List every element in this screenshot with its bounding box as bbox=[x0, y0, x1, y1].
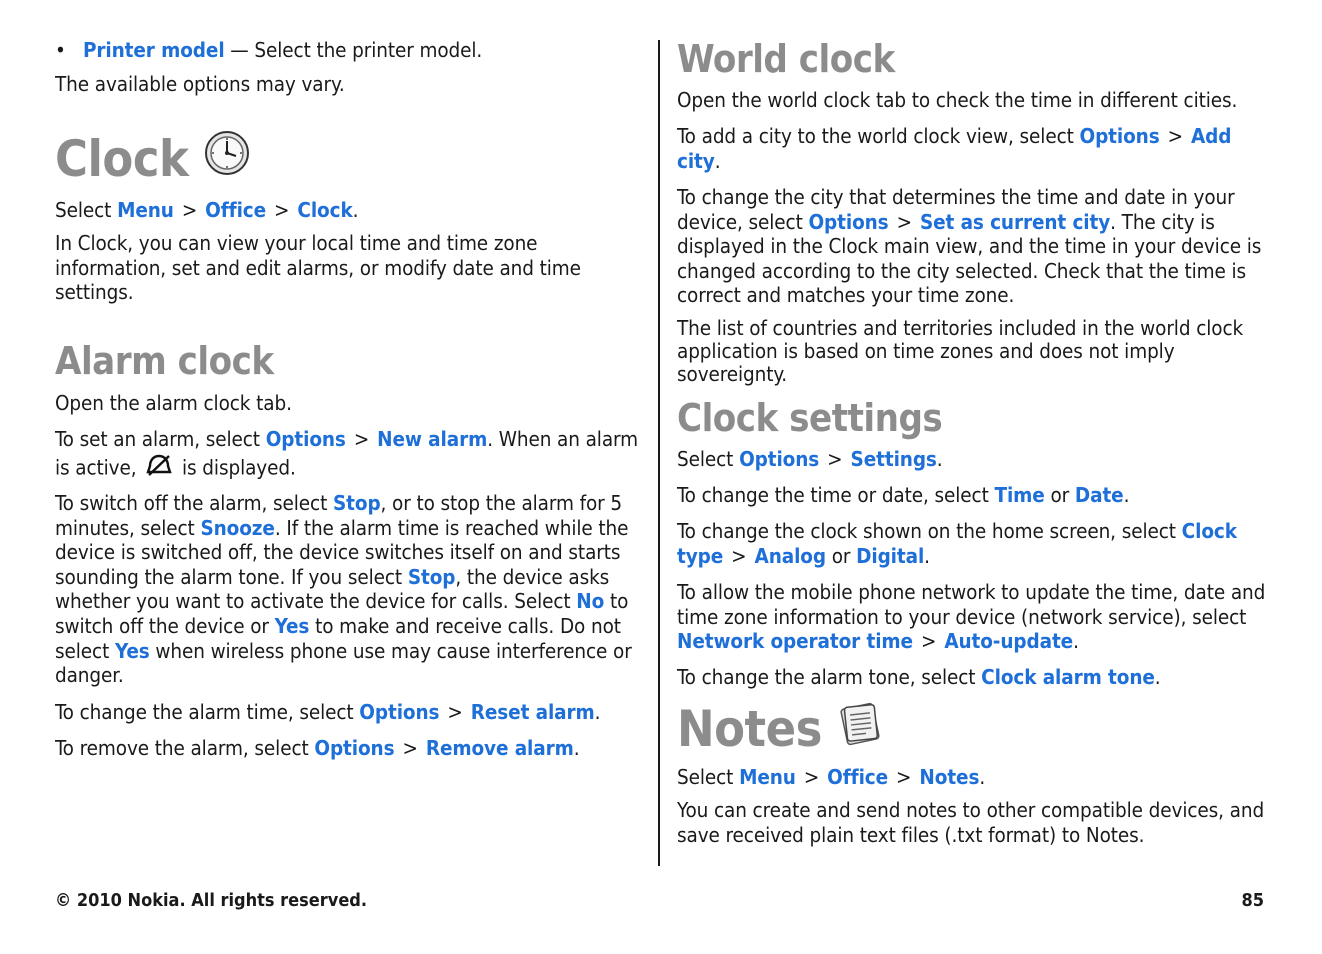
world-clock-heading: World clock bbox=[677, 37, 895, 81]
new-alarm-link[interactable]: New alarm bbox=[377, 427, 488, 451]
settings-p3: To change the clock shown on the home screen, select Clock type > Analog or Digital. bbox=[677, 519, 1237, 568]
set-as-current-city-link[interactable]: Set as current city bbox=[919, 209, 1111, 234]
auto-update-link[interactable]: Auto-update bbox=[944, 629, 1074, 654]
digital-link[interactable]: Digital bbox=[856, 543, 925, 568]
alarm-p1: Open the alarm clock tab. bbox=[55, 391, 292, 415]
settings-p4: To allow the mobile phone network to update the time, date and time zone information to your device (network service), select Network operator time > Auto-update. bbox=[677, 580, 1266, 654]
alarm-p2: To set an alarm, select Options > New alarm. When an alarm is active, is displayed. bbox=[55, 426, 650, 484]
options-link[interactable]: Options bbox=[808, 209, 889, 234]
alarm-active-icon bbox=[146, 453, 172, 484]
clock-alarm-tone-link[interactable]: Clock alarm tone bbox=[981, 665, 1155, 689]
date-link[interactable]: Date bbox=[1074, 483, 1124, 507]
options-link[interactable]: Options bbox=[265, 427, 346, 451]
office-link[interactable]: Office bbox=[205, 198, 267, 222]
network-operator-time-link[interactable]: Network operator time bbox=[677, 629, 913, 654]
clock-path: Select Menu > Office > Clock. bbox=[55, 198, 359, 222]
alarm-p3: To switch off the alarm, select Stop, or to stop the alarm for 5 minutes, select Snooze. If the alarm time is reached while the device is switched off, the device switches itself on and starts sounding the alarm tone. If you select Stop, the device asks whether you want to activate the device for calls. Select No to switch off the device or Yes to make and receive calls. Do not select Yes when wireless phone use may cause interference or danger. bbox=[55, 491, 632, 688]
notes-heading: Notes bbox=[677, 700, 1272, 758]
settings-p2: To change the time or date, select Time or Date. bbox=[677, 483, 1130, 507]
alarm-clock-heading: Alarm clock bbox=[55, 339, 274, 383]
clock-icon bbox=[204, 130, 250, 188]
clock-intro: In Clock, you can view your local time and time zone information, set and edit alarms, or modify date and time settings. bbox=[55, 231, 581, 305]
reset-alarm-link[interactable]: Reset alarm bbox=[470, 700, 595, 724]
settings-p1: Select Options > Settings. bbox=[677, 447, 943, 471]
menu-link[interactable]: Menu bbox=[117, 198, 174, 222]
page-footer bbox=[55, 890, 1264, 911]
options-link[interactable]: Options bbox=[314, 736, 395, 760]
yes-link[interactable]: Yes bbox=[274, 613, 310, 638]
settings-link[interactable]: Settings bbox=[850, 447, 937, 471]
menu-link[interactable]: Menu bbox=[739, 765, 796, 789]
settings-p5: To change the alarm tone, select Clock alarm tone. bbox=[677, 665, 1161, 689]
clock-heading: Clock bbox=[55, 130, 650, 188]
options-vary-text: The available options may vary. bbox=[55, 72, 345, 96]
analog-link[interactable]: Analog bbox=[754, 543, 826, 568]
options-link[interactable]: Options bbox=[739, 447, 820, 471]
bullet-mark: • bbox=[55, 38, 66, 62]
world-p4: The list of countries and territories included in the world clock application is based on time zones and does not imply sovereignty. bbox=[677, 316, 1244, 386]
printer-model-item: • Printer model — Select the printer model. bbox=[55, 38, 483, 62]
world-p3: To change the city that determines the time and date in your device, select Options > Set as current city. The city is displayed in the Clock main view, and the time in your device is changed according to the city selected. Check that the time is correct and matches your time zone. bbox=[677, 185, 1262, 308]
notes-link[interactable]: Notes bbox=[919, 765, 980, 789]
options-link[interactable]: Options bbox=[1079, 124, 1160, 148]
office-link[interactable]: Office bbox=[827, 765, 889, 789]
alarm-p5: To remove the alarm, select Options > Remove alarm. bbox=[55, 736, 580, 760]
clock-settings-heading: Clock settings bbox=[677, 396, 943, 440]
yes-link[interactable]: Yes bbox=[114, 638, 150, 663]
notes-icon bbox=[838, 700, 882, 758]
world-p1: Open the world clock tab to check the time in different cities. bbox=[677, 88, 1238, 112]
options-link[interactable]: Options bbox=[359, 700, 440, 724]
copyright: © 2010 Nokia. All rights reserved. bbox=[55, 890, 368, 911]
stop-link[interactable]: Stop bbox=[332, 491, 381, 515]
world-p2: To add a city to the world clock view, select Options > Add city. bbox=[677, 124, 1232, 173]
time-link[interactable]: Time bbox=[994, 483, 1045, 507]
stop-link[interactable]: Stop bbox=[407, 564, 456, 589]
no-link[interactable]: No bbox=[576, 589, 605, 614]
notes-path: Select Menu > Office > Notes. bbox=[677, 765, 986, 789]
printer-model-link[interactable]: Printer model bbox=[83, 38, 225, 62]
add-city-link[interactable]: Add city bbox=[677, 124, 1232, 173]
alarm-p4: To change the alarm time, select Options > Reset alarm. bbox=[55, 700, 601, 724]
clock-type-link[interactable]: Clock type bbox=[677, 519, 1237, 568]
remove-alarm-link[interactable]: Remove alarm bbox=[425, 736, 574, 760]
page-number: 85 bbox=[1241, 890, 1264, 911]
column-divider bbox=[658, 40, 660, 866]
snooze-link[interactable]: Snooze bbox=[200, 515, 275, 540]
notes-p2: You can create and send notes to other compatible devices, and save received plain text files (.txt format) to Notes. bbox=[677, 798, 1265, 847]
clock-link[interactable]: Clock bbox=[297, 198, 353, 222]
